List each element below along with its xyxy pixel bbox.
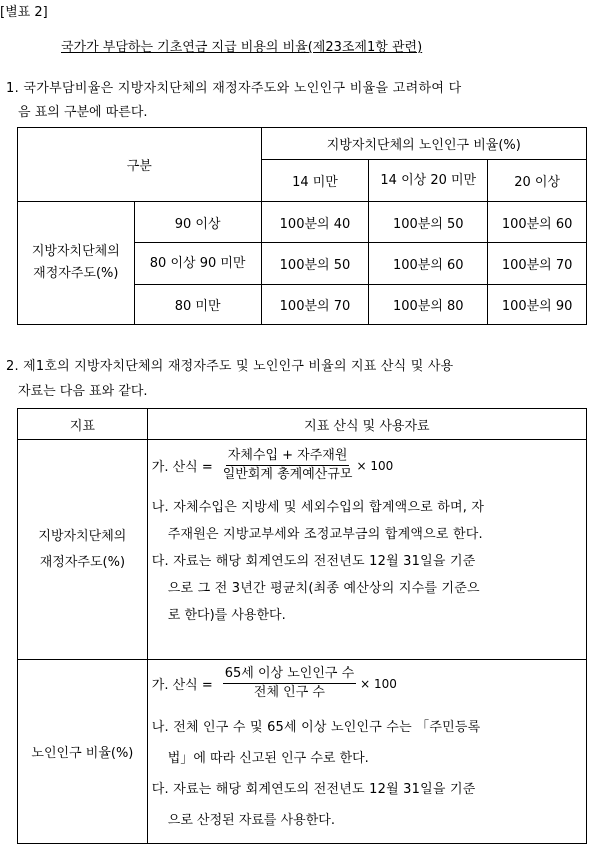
- table1-row-label: 80 이상 90 미만: [134, 243, 261, 285]
- fiscal-note: 로 한다)를 사용한다.: [167, 608, 286, 623]
- table2-header-formula: 지표 산식 및 사용자료: [147, 409, 586, 440]
- table1-cell: 100분의 50: [369, 202, 488, 243]
- annex-label: [별표 2]: [0, 5, 48, 20]
- elderly-note: 으로 산정된 자료를 사용한다.: [167, 813, 335, 828]
- table1-col-header: 14 이상 20 미만: [369, 160, 488, 202]
- table2-row-label: 지방자치단체의 재정자주도(%): [18, 440, 148, 660]
- fiscal-note: 으로 그 전 3년간 평균치(최종 예산상의 지수를 기준으: [167, 581, 480, 596]
- table2-row-label: 노인인구 비율(%): [18, 660, 148, 844]
- elderly-note: 다. 자료는 해당 회계연도의 전전년도 12월 31일을 기준: [151, 782, 476, 797]
- page-title: 국가가 부담하는 기초연금 지급 비용의 비율(제23조제1항 관련): [61, 40, 423, 55]
- fiscal-note: 나. 자체수입은 지방세 및 세외수입의 합계액으로 하며, 자: [151, 500, 485, 515]
- fiscal-note: 주재원은 지방교부세와 조정교부금의 합계액으로 한다.: [167, 527, 483, 542]
- table1-row-label: 80 미만: [134, 285, 261, 325]
- table1-cell: 100분의 50: [261, 243, 369, 285]
- table1-cell: 100분의 70: [261, 285, 369, 325]
- table1-cell: 100분의 60: [369, 243, 488, 285]
- ratio-table: [17, 127, 587, 325]
- table1-row-group: 지방자치단체의 재정자주도(%): [18, 202, 135, 325]
- table1-cell: 100분의 90: [488, 285, 587, 325]
- table2-row-content: [147, 440, 586, 660]
- table1-cell: 100분의 40: [261, 202, 369, 243]
- fiscal-fraction: $\frac{\text{자체수입 + 자주재원}}{\text{일반회계 총계예산규모}}$: [222, 448, 353, 482]
- elderly-formula: 가. 산식 = $\frac{\text{65세 이상 노인인구 수}}{\text{전체 인구 수}}$ × 100: [151, 666, 397, 700]
- elderly-note: 나. 전체 인구 수 및 65세 이상 노인인구 수는 「주민등록: [151, 720, 481, 735]
- table1-col-header: 20 이상: [488, 160, 587, 202]
- elderly-note: 법」에 따라 신고된 인구 수로 한다.: [167, 751, 369, 766]
- section1-line2: 음 표의 구분에 따른다.: [18, 105, 148, 120]
- table2-row-content: [147, 660, 586, 844]
- elderly-fraction: $\frac{\text{65세 이상 노인인구 수}}{\text{전체 인구 수}}$: [224, 666, 355, 700]
- table1-cell: 100분의 70: [488, 243, 587, 285]
- indicator-table: [17, 408, 587, 844]
- section2-line1: 2. 제1호의 지방자치단체의 재정자주도 및 노인인구 비율의 지표 산식 및 사용: [6, 359, 454, 374]
- table1-cell: 100분의 80: [369, 285, 488, 325]
- fiscal-note: 다. 자료는 해당 회계연도의 전전년도 12월 31일을 기준: [151, 554, 476, 569]
- section2-line2: 자료는 다음 표와 같다.: [18, 384, 148, 399]
- section1-line1: 1. 국가부담비율은 지방자치단체의 재정자주도와 노인인구 비율을 고려하여 다: [6, 81, 462, 96]
- table1-col-header: 14 미만: [261, 160, 369, 202]
- fiscal-formula: 가. 산식 = $\frac{\text{자체수입 + 자주재원}}{\text{일반회계 총계예산규모}}$ × 100: [151, 448, 394, 482]
- table1-col-group: 지방자치단체의 노인인구 비율(%): [261, 128, 586, 160]
- table2-header-indicator: 지표: [18, 409, 148, 440]
- table1-corner: 구분: [18, 128, 262, 202]
- table1-row-label: 90 이상: [134, 202, 261, 243]
- table1-cell: 100분의 60: [488, 202, 587, 243]
